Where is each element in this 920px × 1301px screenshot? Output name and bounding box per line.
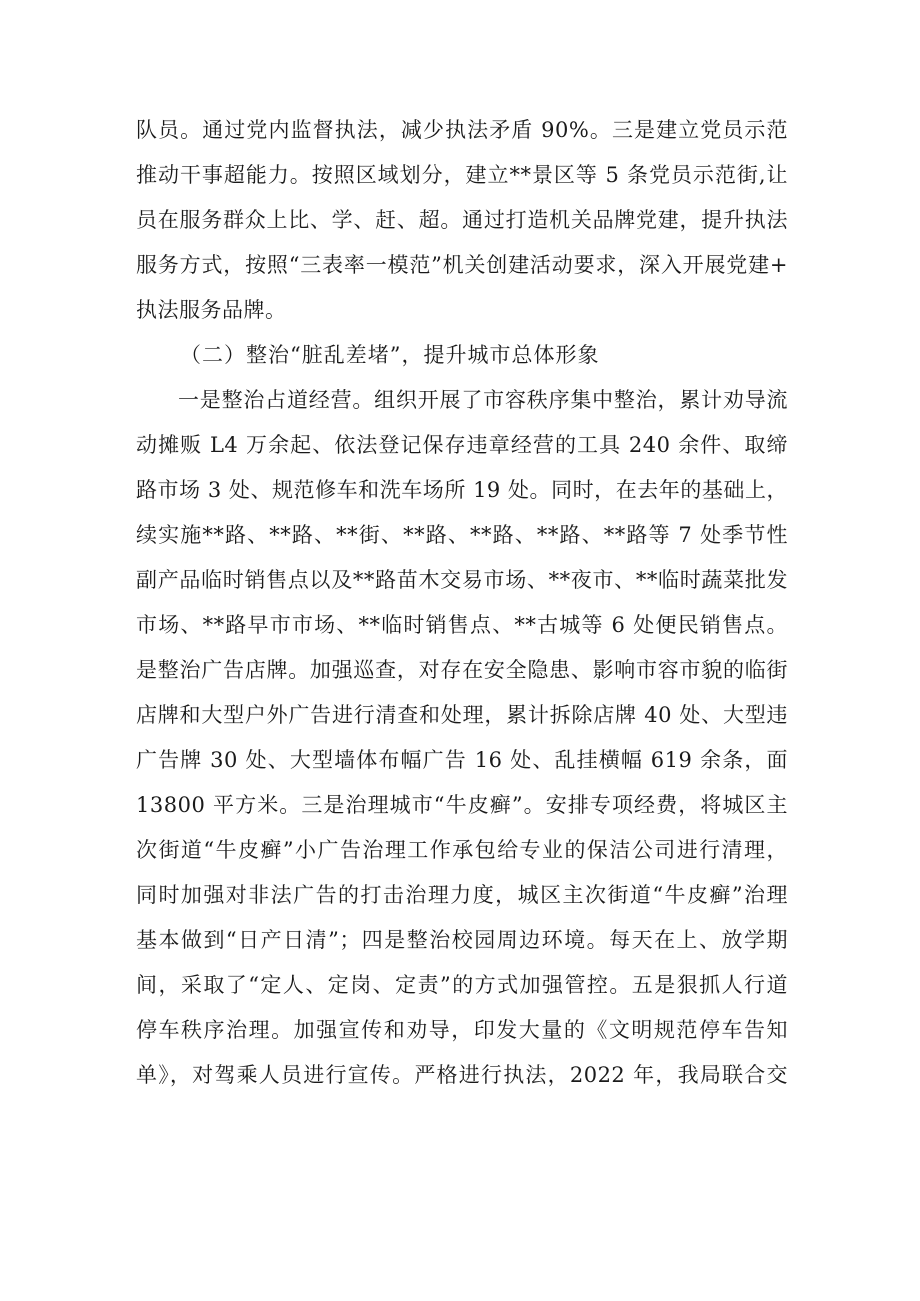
paragraph-line: 员在服务群众上比、学、赶、超。通过打造机关品牌党建，提升执法 <box>136 208 788 232</box>
document-body <box>136 108 788 1098</box>
paragraph-line: 市场、**路早市市场、**临时销售点、**古城等 6 处便民销售点。 <box>136 613 788 637</box>
paragraph-line: 同时加强对非法广告的打击治理力度，城区主次街道“牛皮癣”治理 <box>136 883 788 907</box>
paragraph-line: 动摊贩 L4 万余起、依法登记保存违章经营的工具 240 余件、取缔 <box>136 433 788 457</box>
paragraph-line: 副产品临时销售点以及**路苗木交易市场、**夜市、**临时蔬菜批发 <box>136 568 788 592</box>
paragraph-line: 路市场 3 处、规范修车和洗车场所 19 处。同时，在去年的基础上， <box>136 478 788 502</box>
paragraph-line: 间，采取了“定人、定岗、定责”的方式加强管控。五是狠抓人行道 <box>136 973 788 997</box>
paragraph-line: 服务方式，按照“三表率一模范”机关创建活动要求，深入开展党建+ <box>136 253 788 277</box>
paragraph-line: 停车秩序治理。加强宣传和劝导，印发大量的《文明规范停车告知 <box>136 1018 788 1042</box>
paragraph-line: 13800 平方米。三是治理城市“牛皮癣”。安排专项经费，将城区主 <box>136 793 788 817</box>
paragraph-line: 次街道“牛皮癣”小广告治理工作承包给专业的保洁公司进行清理， <box>136 838 788 862</box>
paragraph-line: 一是整治占道经营。组织开展了市容秩序集中整治，累计劝导流 <box>178 388 788 412</box>
section-heading: （二）整治“脏乱差堵”，提升城市总体形象 <box>180 343 600 367</box>
paragraph-line: 单》，对驾乘人员进行宣传。严格进行执法，2022 年，我局联合交 <box>136 1063 788 1087</box>
paragraph-line: 队员。通过党内监督执法，减少执法矛盾 90%。三是建立党员示范 <box>136 118 788 142</box>
paragraph-line: 店牌和大型户外广告进行清查和处理，累计拆除店牌 40 处、大型违 <box>136 703 788 727</box>
paragraph-line: 执法服务品牌。 <box>136 298 287 322</box>
paragraph-line: 是整治广告店牌。加强巡查，对存在安全隐患、影响市容市貌的临街 <box>136 658 788 682</box>
paragraph-line: 续实施**路、**路、**街、**路、**路、**路、**路等 7 处季节性 <box>136 523 788 547</box>
paragraph-line: 广告牌 30 处、大型墙体布幅广告 16 处、乱挂横幅 619 余条，面 <box>136 748 788 772</box>
paragraph-line: 基本做到“日产日清”；四是整治校园周边环境。每天在上、放学期 <box>136 928 788 952</box>
paragraph-line: 推动干事超能力。按照区域划分，建立**景区等 5 条党员示范街,让 <box>136 163 788 187</box>
